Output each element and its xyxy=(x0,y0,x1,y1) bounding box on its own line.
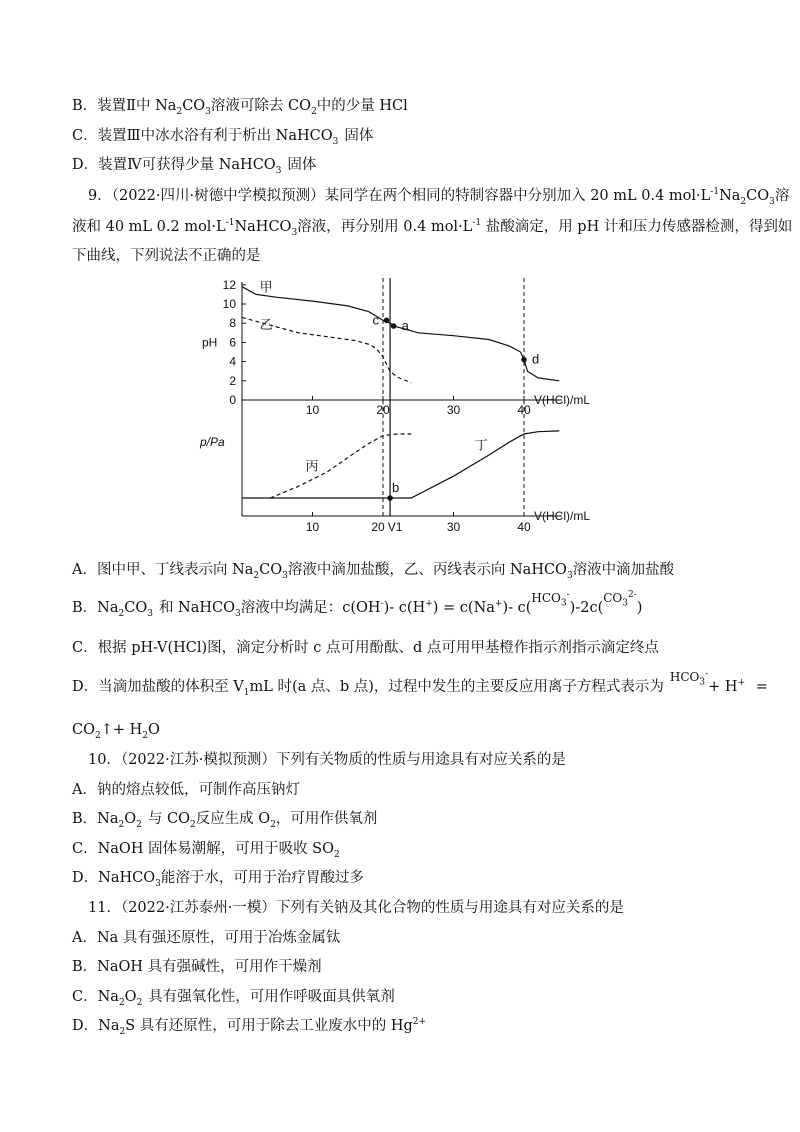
p-ylabel: p/Pa xyxy=(200,435,225,449)
ph-ytick-label: 6 xyxy=(229,335,236,350)
q9-option-d: D．当滴加盐酸的体积至 $V_1mL$ 时(a 点、b 点)，过程中发生的主要反应用离子方程式表示为$HCO_3^-+ H^+$ = xyxy=(72,669,768,698)
q9-option-b: B．$Na_2CO_3$ 和 NaHCO$_3$溶液中均满足：c(OH-)- c(H+) = c(Na+)- $c(HCO_3^-)-2c(CO_3^{2-})$ xyxy=(72,590,643,619)
series-label-yi: 乙 xyxy=(259,316,273,332)
q10-option-b: B．$Na_2O_2$ 与 $CO_2$反应生成 $O_2$，可用作供氧剂 xyxy=(72,811,378,830)
option-d-prev: D．装置Ⅳ可获得少量 NaHCO$_3$ 固体 xyxy=(72,157,317,176)
co3-formula: $CO_3^{2-}$ xyxy=(603,590,637,609)
q9-option-c: C．根据 pH-V(HCl)图，滴定分析时 c 点可用酚酞、d 点可用甲基橙作指示剂指示滴定终点 xyxy=(72,640,659,656)
q10-option-d: D．NaHCO$_3$能溶于水，可用于治疗胃酸过多 xyxy=(72,870,364,889)
option-b-prev: B．装置Ⅱ中 $Na_2CO_3$溶液可除去 $CO_2$中的少量 HCl xyxy=(72,98,408,117)
point-a xyxy=(391,323,397,329)
ph-xtick-label: 10 xyxy=(305,403,320,417)
point-label-c: c xyxy=(372,312,380,328)
question-10: 10．（2022·江苏·模拟预测）下列有关物质的性质与用途具有对应关系的是 xyxy=(88,752,566,768)
ph-xtick-label: 40 xyxy=(517,403,531,417)
ph-ytick-label: 0 xyxy=(229,393,236,407)
q11-option-a: A．Na 具有强还原性，可用于冶炼金属钛 xyxy=(72,930,341,946)
ph-ytick-label: 8 xyxy=(229,316,236,331)
question-9-line2: 液和 40 mL 0.2 $mol\cdot L^{-1}NaHCO_3$溶液，再分别用 0.4 $mol\cdot L^{-1}$ 盐酸滴定，用 pH 计和压力传感器检测，得到如 xyxy=(72,218,793,238)
ph-ytick-label: 12 xyxy=(222,277,236,292)
point-c xyxy=(384,318,390,324)
q11-option-c: C．$Na_2O_2$ 具有强氧化性，可用作呼吸面具供氧剂 xyxy=(72,989,395,1008)
q9-option-d-cont: $CO_2↑+ H_2O$ xyxy=(72,722,160,741)
point-d xyxy=(521,357,527,363)
p-series-ding xyxy=(242,431,559,498)
series-label-bing: 丙 xyxy=(305,458,319,474)
pressure-plot xyxy=(199,400,590,534)
point-label-d: d xyxy=(532,351,540,367)
question-9-line1: 9．（2022·四川·树德中学模拟预测）某同学在两个相同的特制容器中分别加入 20 mL 0.4 $mol\cdot L^{-1}Na_2CO_3$溶 xyxy=(88,187,790,207)
p-xtick-label: 30 xyxy=(446,520,461,534)
series-label-ding: 丁 xyxy=(474,437,488,453)
p-xtick-label: 40 xyxy=(517,520,531,534)
ph-xtick-label: 30 xyxy=(446,403,461,417)
q11-option-b: B．NaOH 具有强碱性，可用作干燥剂 xyxy=(72,959,322,975)
ph-xlabel: V(HCl)/mL xyxy=(534,393,590,407)
ph-ytick-label: 10 xyxy=(222,297,236,311)
ph-ylabel: pH xyxy=(202,335,218,350)
p-xtick-label: 10 xyxy=(305,520,320,534)
ph-ytick-label: 2 xyxy=(229,373,236,388)
hco3-formula: $HCO_3^-$ xyxy=(531,590,570,609)
series-label-jia: 甲 xyxy=(259,279,273,295)
hco3-formula-d: $HCO_3^-$ xyxy=(669,669,709,688)
q9-option-a: A．图中甲、丁线表示向 $Na_2CO_3$溶液中滴加盐酸，乙、丙线表示向 NaHCO$_3$溶液中滴加盐酸 xyxy=(72,562,675,581)
option-c-prev: C．装置Ⅲ中冰水浴有利于析出 NaHCO$_3$ 固体 xyxy=(72,128,374,147)
question-9-line3: 下曲线，下列说法不正确的是 xyxy=(72,248,261,264)
point-label-a: a xyxy=(401,318,409,334)
ph-series-jia xyxy=(242,287,559,381)
q11-option-d: D．$Na_2S$ 具有还原性，可用于除去工业废水中的 $Hg^{2+}$ xyxy=(72,1017,427,1037)
question-11: 11．（2022·江苏泰州·一模）下列有关钠及其化合物的性质与用途具有对应关系的是 xyxy=(88,900,624,916)
p-xtick-label: V1 xyxy=(387,520,403,534)
q10-option-a: A．钠的熔点较低，可制作高压钠灯 xyxy=(72,782,300,798)
p-xlabel: V(HCl)/mL xyxy=(534,509,590,523)
p-xtick-label: 20 xyxy=(371,520,385,534)
ph-xtick-label: 20 xyxy=(376,403,390,417)
point-label-b: b xyxy=(392,480,400,495)
ph-plot xyxy=(202,278,590,417)
q10-option-c: C．NaOH 固体易潮解，可用于吸收 $SO_2$ xyxy=(72,841,340,860)
ph-ytick-label: 4 xyxy=(229,354,236,369)
titration-chart xyxy=(200,276,610,534)
